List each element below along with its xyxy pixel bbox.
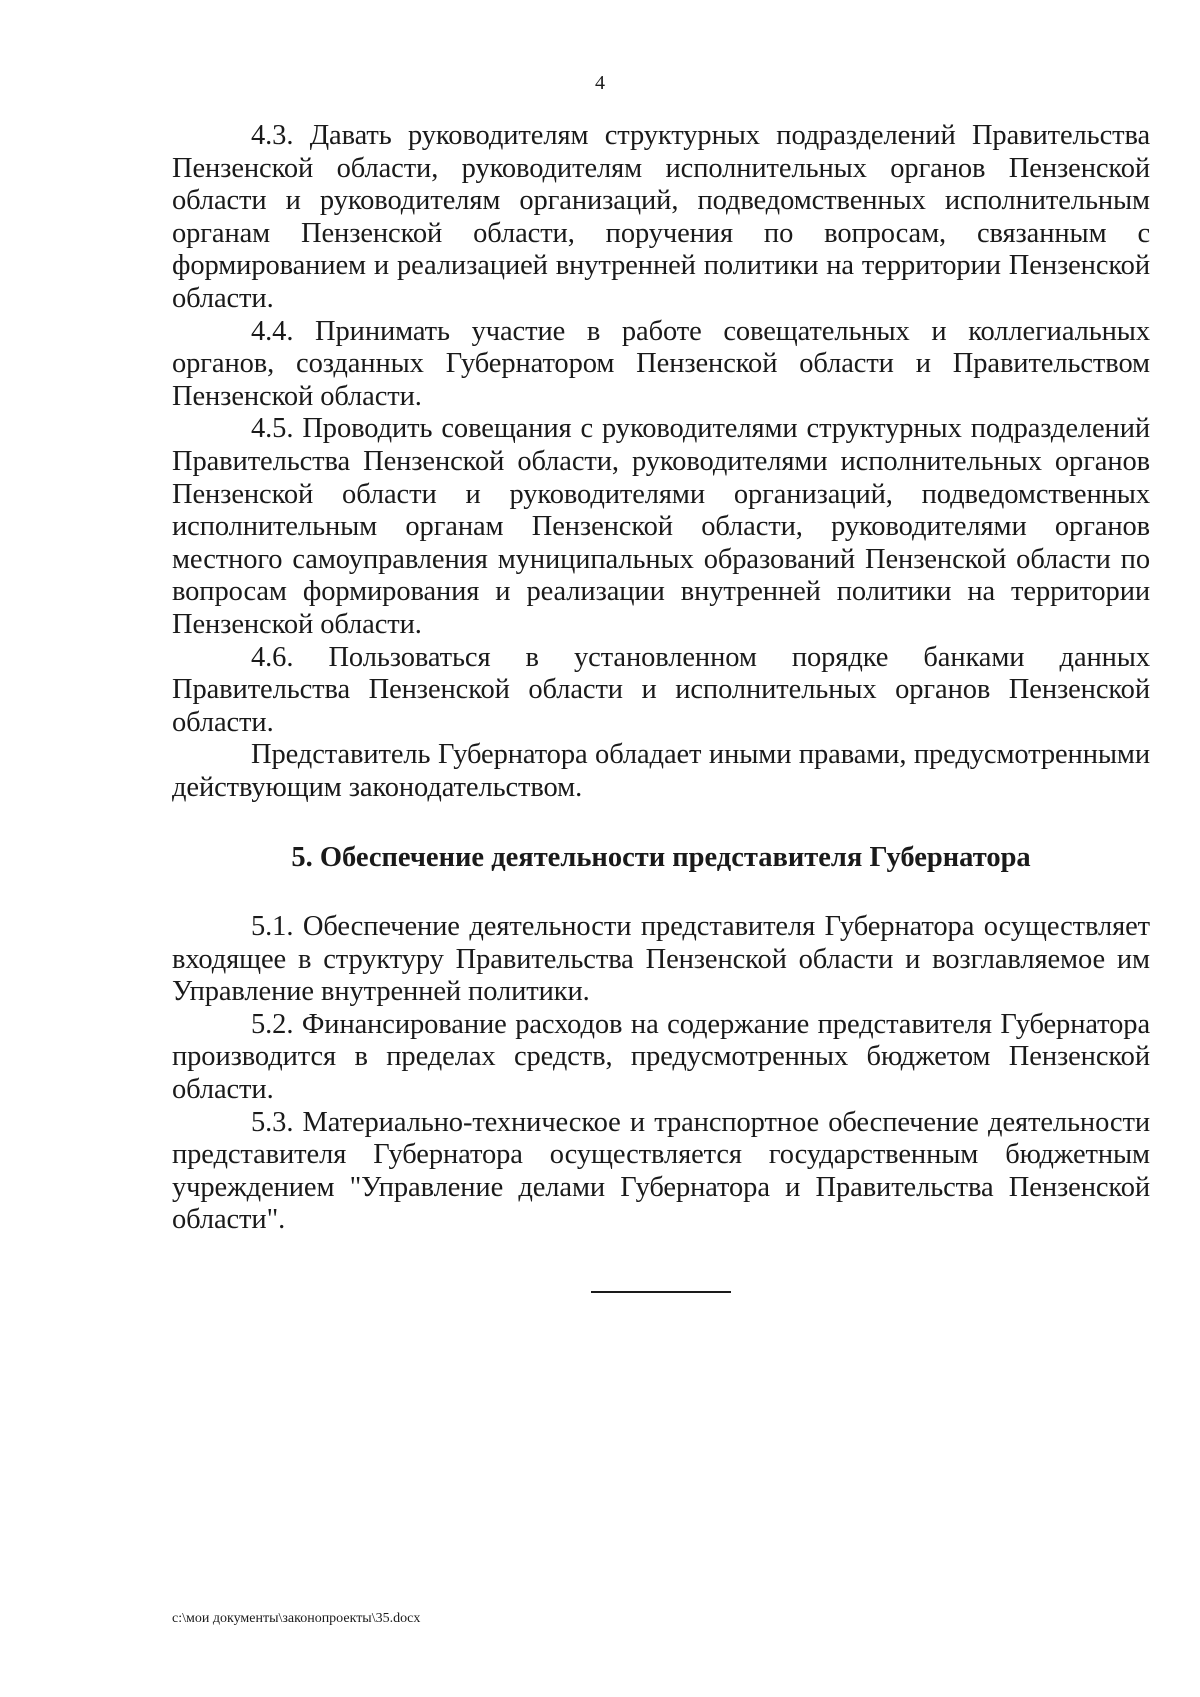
section-5-heading: 5. Обеспечение деятельности представителя Губернатора xyxy=(291,842,1031,874)
footer-file-path: c:\мои документы\законопроекты\35.docx xyxy=(172,1611,421,1626)
paragraph-4-4: 4.4. Принимать участие в работе совещательных и коллегиальных органов, созданных Губернатором Пензенской области и Правительством Пензенской области. xyxy=(172,315,1150,412)
document-body xyxy=(172,120,1150,1237)
paragraph-4-6: 4.6. Пользоваться в установленном порядке банками данных Правительства Пензенской области и исполнительных органов Пензенской области. xyxy=(172,641,1150,738)
paragraph-5-3: 5.3. Материально-техническое и транспортное обеспечение деятельности представителя Губернатора осуществляется государственным бюджетным учреждением "Управление делами Губернатора и Правительства Пензенской области". xyxy=(172,1106,1150,1236)
paragraph-5-1: 5.1. Обеспечение деятельности представителя Губернатора осуществляет входящее в структуру Правительства Пензенской области и возглавляемое им Управление внутренней политики. xyxy=(172,911,1150,1008)
end-of-document-rule xyxy=(591,1291,731,1293)
paragraph-4-5: 4.5. Проводить совещания с руководителями структурных подразделений Правительства Пензенской области, руководителями исполнительных органов Пензенской области и руководителями организаций, подведомственных исполнительным органам Пензенской области, руководителями органов местного самоуправления муниципальных образований Пензенской области по вопросам формирования и реализации внутренней политики на территории Пензенской области. xyxy=(172,413,1150,640)
page-number: 4 xyxy=(595,72,605,94)
paragraph-other-rights: Представитель Губернатора обладает иными правами, предусмотренными действующим законодательством. xyxy=(172,739,1150,803)
paragraph-4-3: 4.3. Давать руководителям структурных подразделений Правительства Пензенской области, руководителям исполнительных органов Пензенской области и руководителям организаций, подведомственных исполнительным органам Пензенской области, поручения по вопросам, связанным с формированием и реализацией внутренней политики на территории Пензенской области. xyxy=(172,120,1150,314)
paragraph-5-2: 5.2. Финансирование расходов на содержание представителя Губернатора производится в пределах средств, предусмотренных бюджетом Пензенской области. xyxy=(172,1008,1150,1106)
